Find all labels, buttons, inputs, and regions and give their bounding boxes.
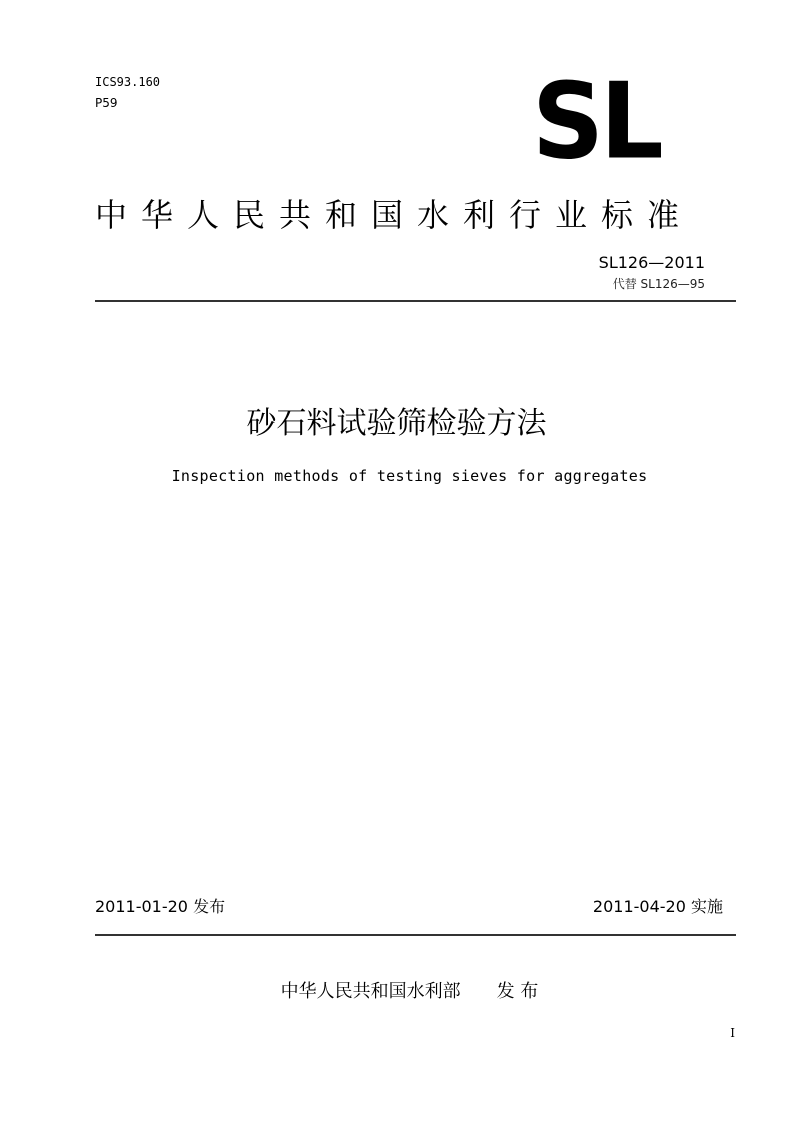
page-number: I [730,1026,735,1040]
bottom-divider [95,934,736,936]
ccs-code: P59 [95,96,118,110]
publish-date: 2011-01-20 发布 [95,897,226,916]
ics-code: ICS93.160 [95,75,161,89]
replaces-code: 代替 SL126—95 [612,277,705,291]
top-divider [95,300,736,302]
issuer: 中华人民共和国水利部 发 布 [280,981,539,1002]
implement-date: 2011-04-20 实施 [592,897,723,916]
document-title-english: Inspection methods of testing sieves for aggregates [171,467,648,485]
organization-title: 中华人民共和国水利行业标准 [95,196,694,234]
document-title: 砂石料试验筛检验方法 [246,406,547,441]
standard-code: SL126—2011 [598,253,705,272]
sl-logo: SL [532,60,660,183]
